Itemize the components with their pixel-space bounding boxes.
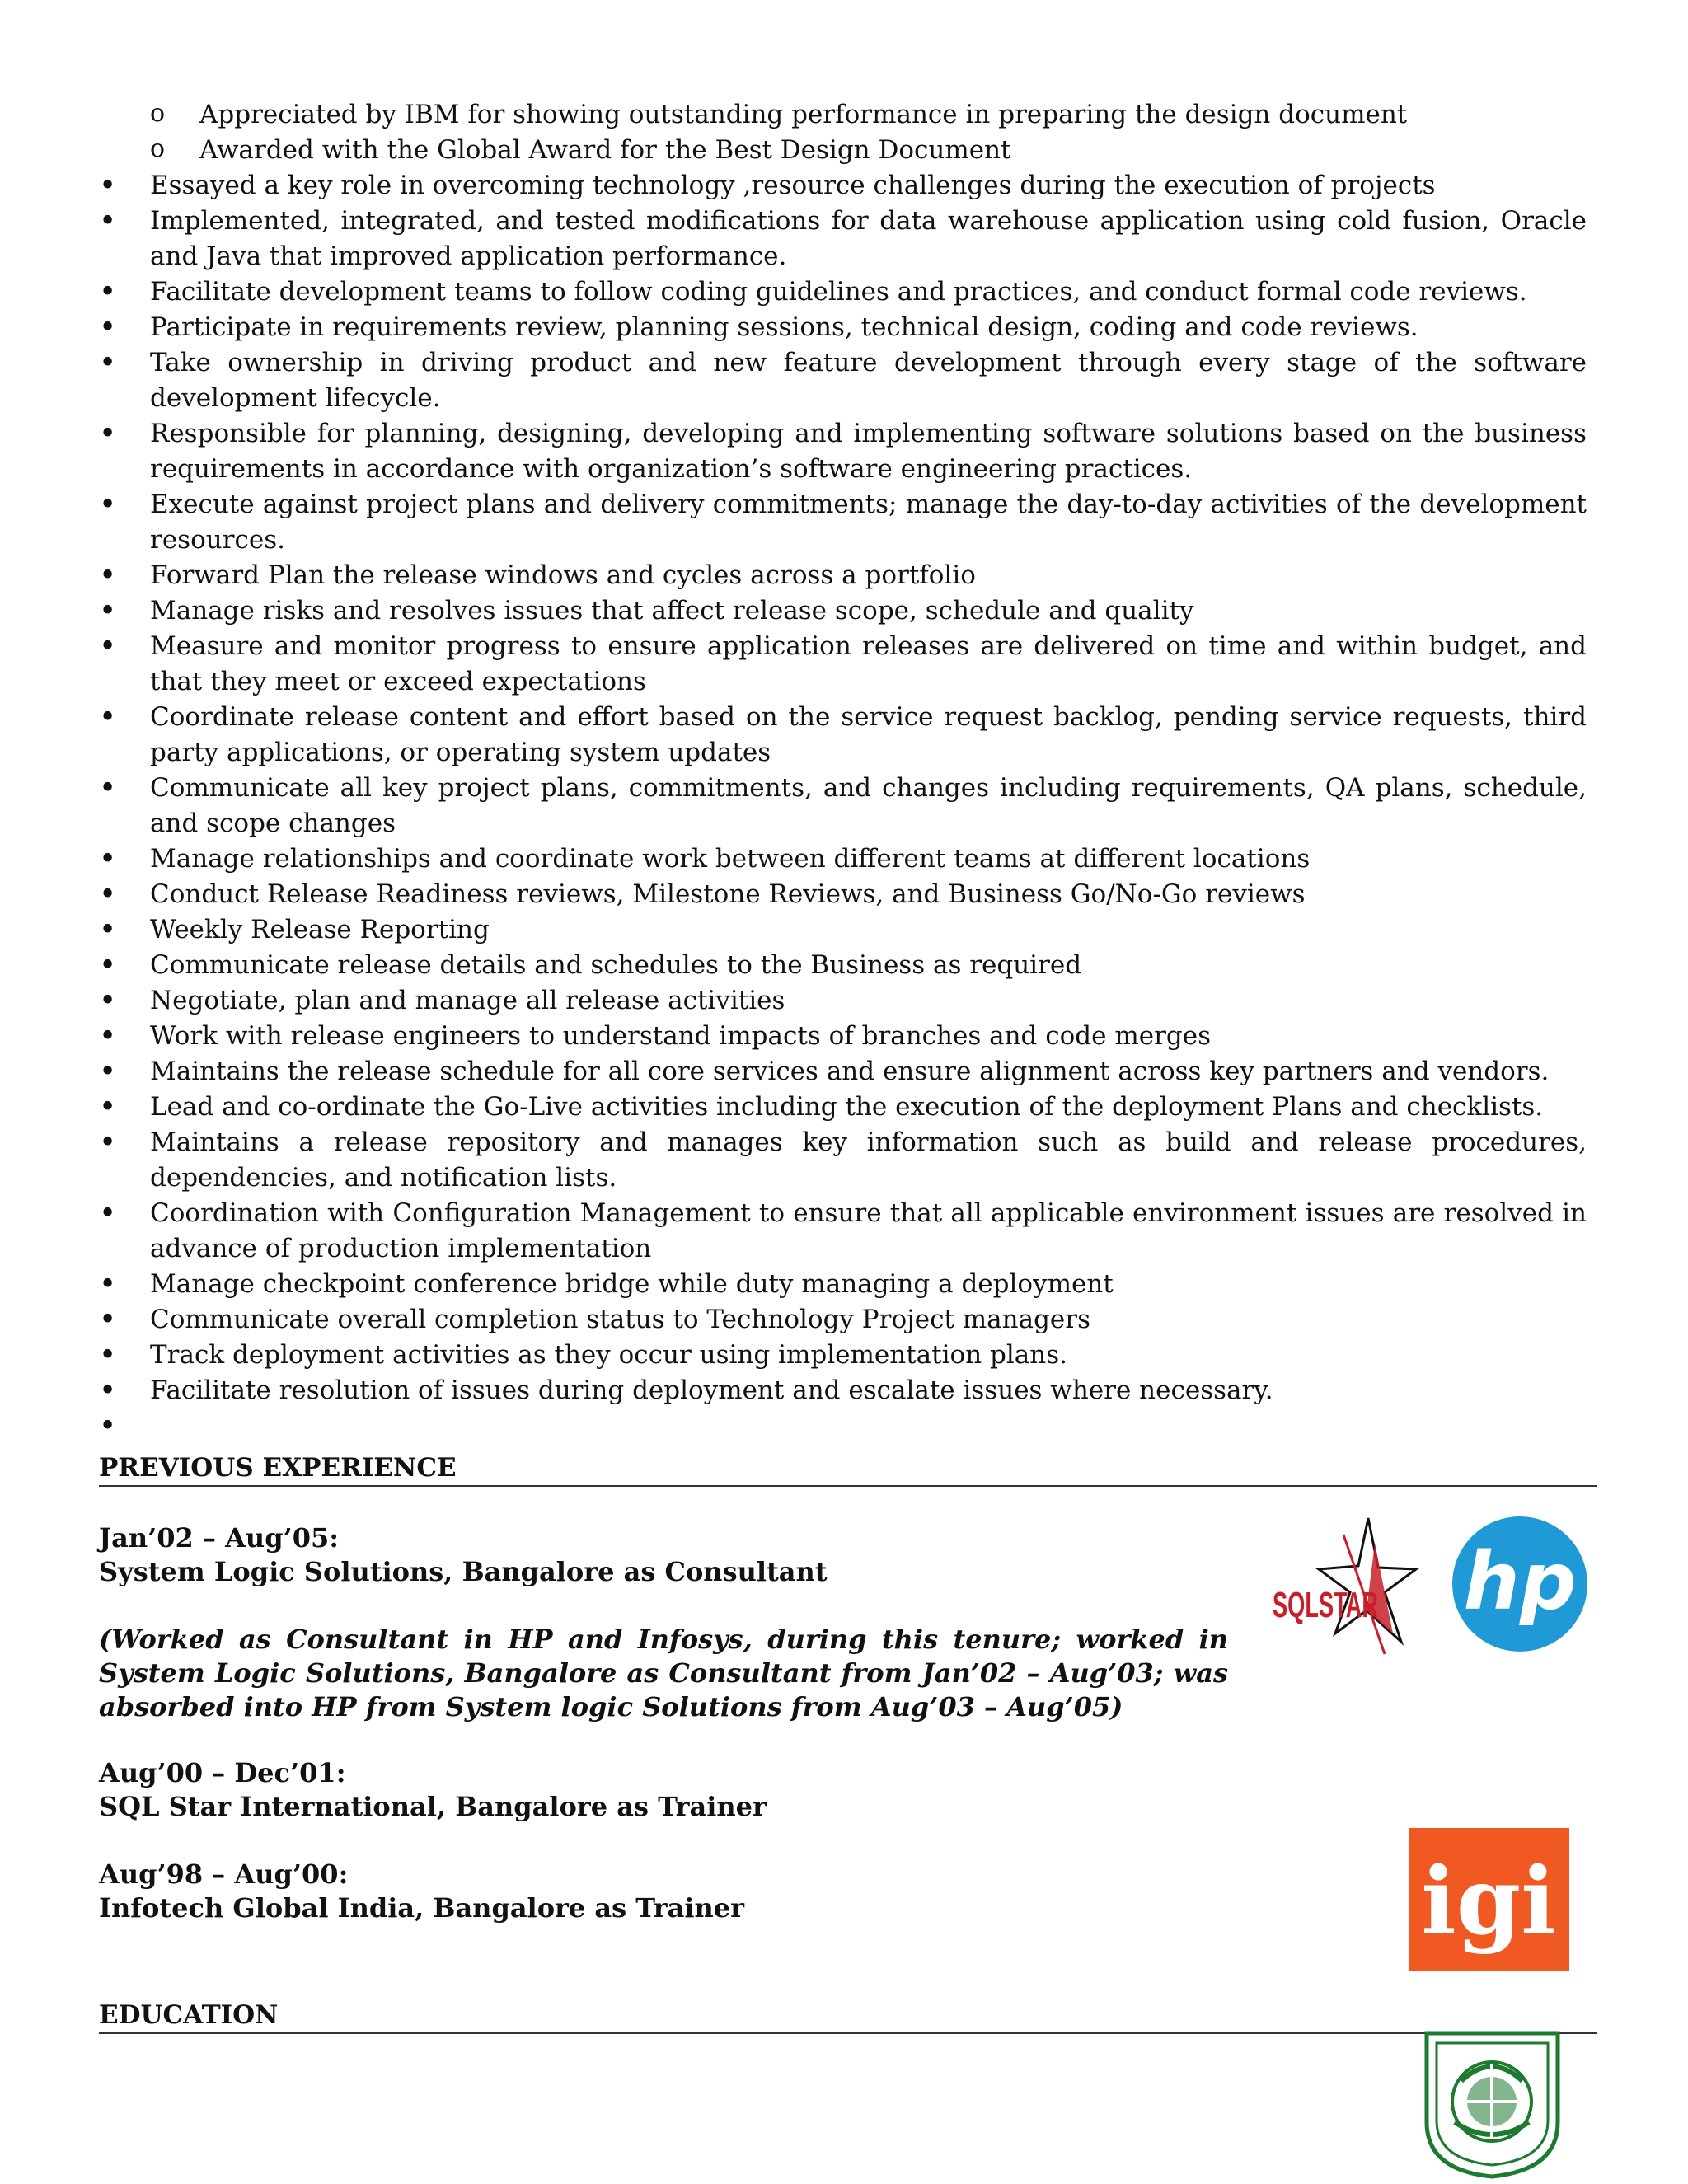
bullet-item: • Facilitate resolution of issues during deployment and escalate issues where necessary. <box>99 1373 1587 1408</box>
hp-logo <box>1451 1515 1589 1653</box>
bullet-item: • Maintains the release schedule for all core services and ensure alignment across key partners and vendors. <box>99 1054 1587 1090</box>
svg-text:SQLSTAR: SQLSTAR <box>1273 1585 1378 1625</box>
bullet-item: • Forward Plan the release windows and cycles across a portfolio <box>99 558 1587 593</box>
experience-period: Jan’02 – Aug’05: <box>99 1522 340 1554</box>
experience-entry-3 <box>99 1858 1228 1925</box>
responsibilities-list <box>99 97 1587 1408</box>
bullet-item: • Lead and co-ordinate the Go-Live activities including the execution of the deployment Plans and checklists. <box>99 1090 1587 1125</box>
bullet-item: • Facilitate development teams to follow coding guidelines and practices, and conduct formal code reviews. <box>99 274 1587 310</box>
bullet-item: • Measure and monitor progress to ensure application releases are delivered on time and within budget, and that they meet or exceed expectations <box>99 629 1587 700</box>
bullet-item: • Work with release engineers to understand impacts of branches and code merges <box>99 1019 1587 1054</box>
bullet-item: • Take ownership in driving product and new feature development through every stage of the software development lifecycle. <box>99 345 1587 416</box>
bullet-item: • Manage relationships and coordinate work between different teams at different locations <box>99 841 1587 877</box>
bullet-item: • Negotiate, plan and manage all release activities <box>99 983 1587 1019</box>
bullet-item: • Participate in requirements review, planning sessions, technical design, coding and code reviews. <box>99 310 1587 345</box>
bullet-item: • Manage checkpoint conference bridge while duty managing a deployment <box>99 1267 1587 1302</box>
bullet-item: • Coordinate release content and effort based on the service request backlog, pending service requests, third party applications, or operating system updates <box>99 700 1587 771</box>
experience-period: Aug’98 – Aug’00: <box>99 1858 349 1890</box>
bullet-item: • Manage risks and resolves issues that affect release scope, schedule and quality <box>99 593 1587 629</box>
bullet-item: • Weekly Release Reporting <box>99 912 1587 948</box>
experience-role: Infotech Global India, Bangalore as Trainer <box>99 1892 745 1924</box>
bullet-item: • Implemented, integrated, and tested modifications for data warehouse application using cold fusion, Oracle and Java that improved application performance. <box>99 204 1587 274</box>
bullet-item: • Conduct Release Readiness reviews, Milestone Reviews, and Business Go/No-Go reviews <box>99 877 1587 912</box>
bullet-item: • Essayed a key role in overcoming technology ,resource challenges during the execution of projects <box>99 168 1587 204</box>
bullet-item: • Maintains a release repository and manages key information such as build and release procedures, dependencies, and notification lists. <box>99 1125 1587 1196</box>
education-heading: EDUCATION <box>99 1999 1597 2034</box>
bullet-item: • Responsible for planning, designing, developing and implementing software solutions based on the business requirements in accordance with organization’s software engineering practices. <box>99 416 1587 487</box>
sub-bullet-item: o Appreciated by IBM for showing outstanding performance in preparing the design document <box>99 97 1587 133</box>
svg-text:igi: igi <box>1421 1848 1556 1956</box>
igi-logo <box>1409 1828 1569 1971</box>
experience-role: System Logic Solutions, Bangalore as Consultant <box>99 1556 828 1587</box>
sub-bullet-item: o Awarded with the Global Award for the Best Design Document <box>99 133 1587 168</box>
experience-entry-1 <box>99 1521 1228 1724</box>
sqlstar-logo <box>1269 1510 1422 1662</box>
experience-note: (Worked as Consultant in HP and Infosys, during this tenure; worked in System Logic Solutions, Bangalore as Consultant from Jan’02 – Aug’03; was absorbed into HP from System logic Solutions from Aug’03 – Aug’05) <box>99 1624 1228 1722</box>
experience-period: Aug’00 – Dec’01: <box>99 1757 346 1788</box>
bullet-item: • Communicate all key project plans, commitments, and changes including requirements, QA plans, schedule, and scope changes <box>99 771 1587 841</box>
bullet-item: • Communicate overall completion status to Technology Project managers <box>99 1302 1587 1338</box>
bullet-item: • Coordination with Configuration Management to ensure that all applicable environment issues are resolved in advance of production implementation <box>99 1196 1587 1267</box>
svg-text:hp: hp <box>1463 1535 1577 1628</box>
experience-role: SQL Star International, Bangalore as Trainer <box>99 1791 767 1822</box>
previous-experience-heading: PREVIOUS EXPERIENCE <box>99 1452 1597 1487</box>
bullet-item: • Track deployment activities as they occur using implementation plans. <box>99 1338 1587 1373</box>
bullet-item: • Execute against project plans and delivery commitments; manage the day-to-day activities of the development resources. <box>99 487 1587 558</box>
bullet-item: • Communicate release details and schedules to the Business as required <box>99 948 1587 983</box>
college-emblem <box>1412 2023 1573 2180</box>
experience-entry-2 <box>99 1756 1228 1824</box>
